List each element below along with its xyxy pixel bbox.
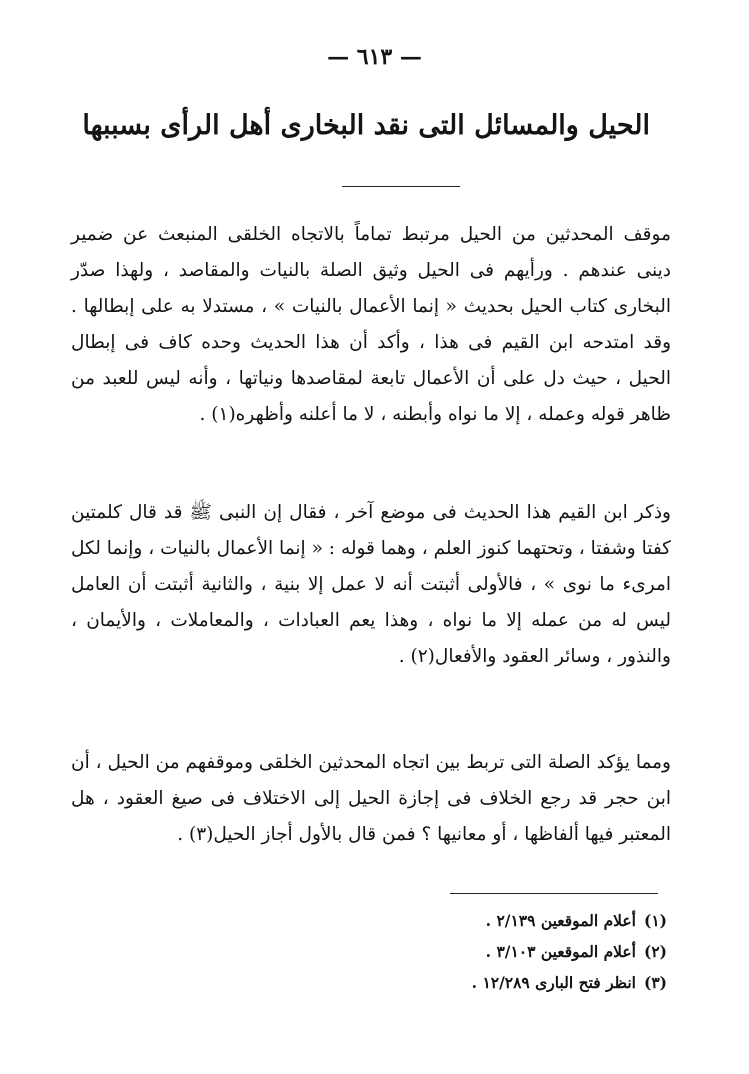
body-paragraph-2: وذكر ابن القيم هذا الحديث فى موضع آخر ، فقال إن النبى ﷺ قد قال كلمتين كفتا وشفتا ، وتحتهما كنوز العلم ، وهما قوله : « إنما الأعمال بالنيات ، وإنما لكل امرىء ما نوى » ، فالأولى أثبتت أنه لا عمل إلا بنية ، والثانية أثبتت أن العامل ليس له من عمله إلا ما نواه ، وهذا يعم العبادات ، والمعاملات ، والأيمان ، والنذور ، وسائر العقود والأفعال(٢) . — [71, 501, 671, 667]
body-paragraph-3: ومما يؤكد الصلة التى تربط بين اتجاه المحدثين الخلقى وموقفهم من الحيل ، أن ابن حجر قد رجع الخلاف فى إجازة الحيل إلى الاختلاف فى صيغ العقود ، هل المعتبر فيها ألفاظها ، أو معانيها ؟ فمن قال بالأول أجاز الحيل(٣) . — [71, 751, 671, 845]
title-divider — [342, 186, 460, 187]
footnote-1 — [247, 905, 667, 936]
footnote-2 — [247, 936, 667, 967]
footnote-text: أعلام الموقعين ٣/١٠٣ . — [485, 942, 636, 961]
footnote-number: (١) — [643, 911, 667, 930]
page-number: — ٦١٣ — — [327, 44, 422, 70]
footnote-number: (٣) — [643, 973, 667, 992]
footnotes — [247, 905, 667, 998]
footnote-3 — [247, 967, 667, 998]
footnote-text: انظر فتح البارى ١٢/٢٨٩ . — [471, 973, 636, 992]
footnote-text: أعلام الموقعين ٢/١٣٩ . — [485, 911, 636, 930]
body-paragraph-1: موقف المحدثين من الحيل مرتبط تماماً بالاتجاه الخلقى المنبعث عن ضمير دينى عندهم . ورأيهم فى الحيل وثيق الصلة بالنيات والمقاصد ، ولهذا صدّر البخارى كتاب الحيل بحديث « إنما الأعمال بالنيات » ، مستدلا به على إبطالها . وقد امتدحه ابن القيم فى هذا ، وأكد أن هذا الحديث وحده كاف فى إبطال الحيل ، حيث دل على أن الأعمال تابعة لمقاصدها ونياتها ، وأنه ليس للعبد من ظاهر قوله وعمله ، إلا ما نواه وأبطنه ، لا ما أعلنه وأظهره(١) . — [71, 223, 671, 425]
footnote-divider — [450, 893, 658, 894]
footnote-number: (٢) — [643, 942, 667, 961]
chapter-title: الحيل والمسائل التى نقد البخارى أهل الرأى بسببها — [82, 110, 650, 141]
